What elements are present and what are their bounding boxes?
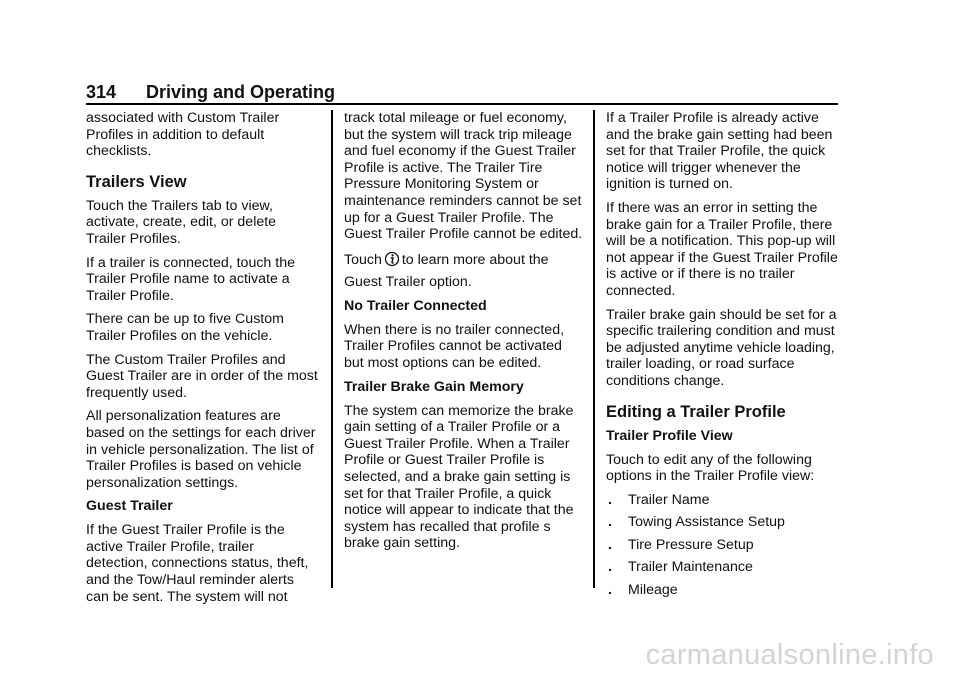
list-item [606, 559, 842, 576]
column-2 [344, 110, 584, 559]
paragraph: The system can memorize the brake gain setting of a Trailer Profile or a Guest Trailer Profile. When a Trailer Profile or Guest Trailer Profile is selected, and a brake gain setting is set for that Trailer Profile, a quick notice will appear to indicate that the system has recalled that profile s brake gain setting. [344, 402, 574, 552]
list-item-text: Trailer Name [628, 491, 710, 508]
paragraph: Touch the Trailers tab to view, activate, create, edit, or delete Trailer Profiles. [86, 197, 277, 247]
list-item [606, 537, 842, 554]
column-divider [593, 110, 595, 588]
paragraph: The Custom Trailer Profiles and Guest Trailer are in order of the most frequently used. [86, 351, 318, 401]
paragraph: If the Guest Trailer Profile is the active Trailer Profile, trailer detection, connections status, theft, and the Tow/Haul reminder alerts can be sent. The system will not [86, 522, 309, 605]
section-title: Driving and Operating [146, 82, 336, 102]
options-list [606, 492, 842, 599]
paragraph-text: to learn more about the Guest Trailer option. [344, 251, 549, 290]
paragraph: All personalization features are based on the settings for each driver in vehicle personalization. The list of Trailer Profiles is based on vehicle personalization settings. [86, 408, 316, 491]
paragraph: If a Trailer Profile is already active and the brake gain setting had been set for that Trailer Profile, the quick notice will trigger whenever the ignition is turned on. [606, 110, 833, 193]
paragraph-text: Touch [344, 251, 382, 268]
intro-paragraph: associated with Custom Trailer Profiles in addition to default checklists. [86, 110, 280, 160]
paragraph: There can be up to five Custom Trailer Profiles on the vehicle. [86, 311, 284, 344]
list-item [606, 582, 842, 599]
bullet: . [608, 582, 612, 599]
heading-trailer-profile-view: Trailer Profile View [606, 427, 733, 444]
column-3 [606, 110, 842, 605]
info-icon [384, 250, 400, 273]
paragraph: Trailer brake gain should be set for a specific trailering condition and must be adjusted anytime vehicle loading, trailer loading, or road surface conditions change. [606, 306, 837, 389]
paragraph: track total mileage or fuel economy, but the system will track trip mileage and fuel economy if the Guest Trailer Profile is active. The Trailer Tire Pressure Monitoring System or maintenance reminders cannot be set up for a Guest Trailer Profile. The Guest Trailer Profile cannot be edited. [344, 110, 583, 243]
paragraph: Touch to edit any of the following options in the Trailer Profile view: [606, 451, 815, 485]
header-rule [86, 103, 838, 105]
bullet: . [608, 559, 612, 576]
heading-trailer-brake-gain-memory: Trailer Brake Gain Memory [344, 378, 524, 395]
heading-trailers-view: Trailers View [86, 172, 187, 191]
bullet: . [608, 514, 612, 531]
heading-editing-trailer-profile: Editing a Trailer Profile [606, 402, 786, 421]
list-item-text: Tire Pressure Setup [628, 536, 754, 553]
column-1 [86, 110, 318, 612]
bullet: . [608, 491, 612, 508]
page-number: 314 [86, 82, 117, 102]
list-item-text: Towing Assistance Setup [628, 514, 785, 531]
paragraph: If a trailer is connected, touch the Trailer Profile name to activate a Trailer Profile. [86, 254, 295, 304]
list-item-text: Mileage [628, 582, 678, 599]
column-divider [331, 110, 333, 588]
list-item [606, 514, 842, 531]
paragraph: When there is no trailer connected, Trailer Profiles cannot be activated but most options can be edited. [344, 321, 565, 371]
watermark-text: carmanualsonline.info [645, 639, 934, 671]
list-item [606, 492, 842, 509]
paragraph: If there was an error in setting the brake gain for a Trailer Profile, there will be a notification. This pop-up will not appear if the Guest Trailer Profile is active or if there is no trailer connected. [606, 199, 838, 299]
bullet: . [608, 536, 612, 553]
paragraph-touch-info [344, 250, 584, 291]
list-item-text: Trailer Maintenance [628, 559, 753, 576]
heading-no-trailer-connected: No Trailer Connected [344, 297, 487, 314]
heading-guest-trailer: Guest Trailer [86, 498, 173, 515]
